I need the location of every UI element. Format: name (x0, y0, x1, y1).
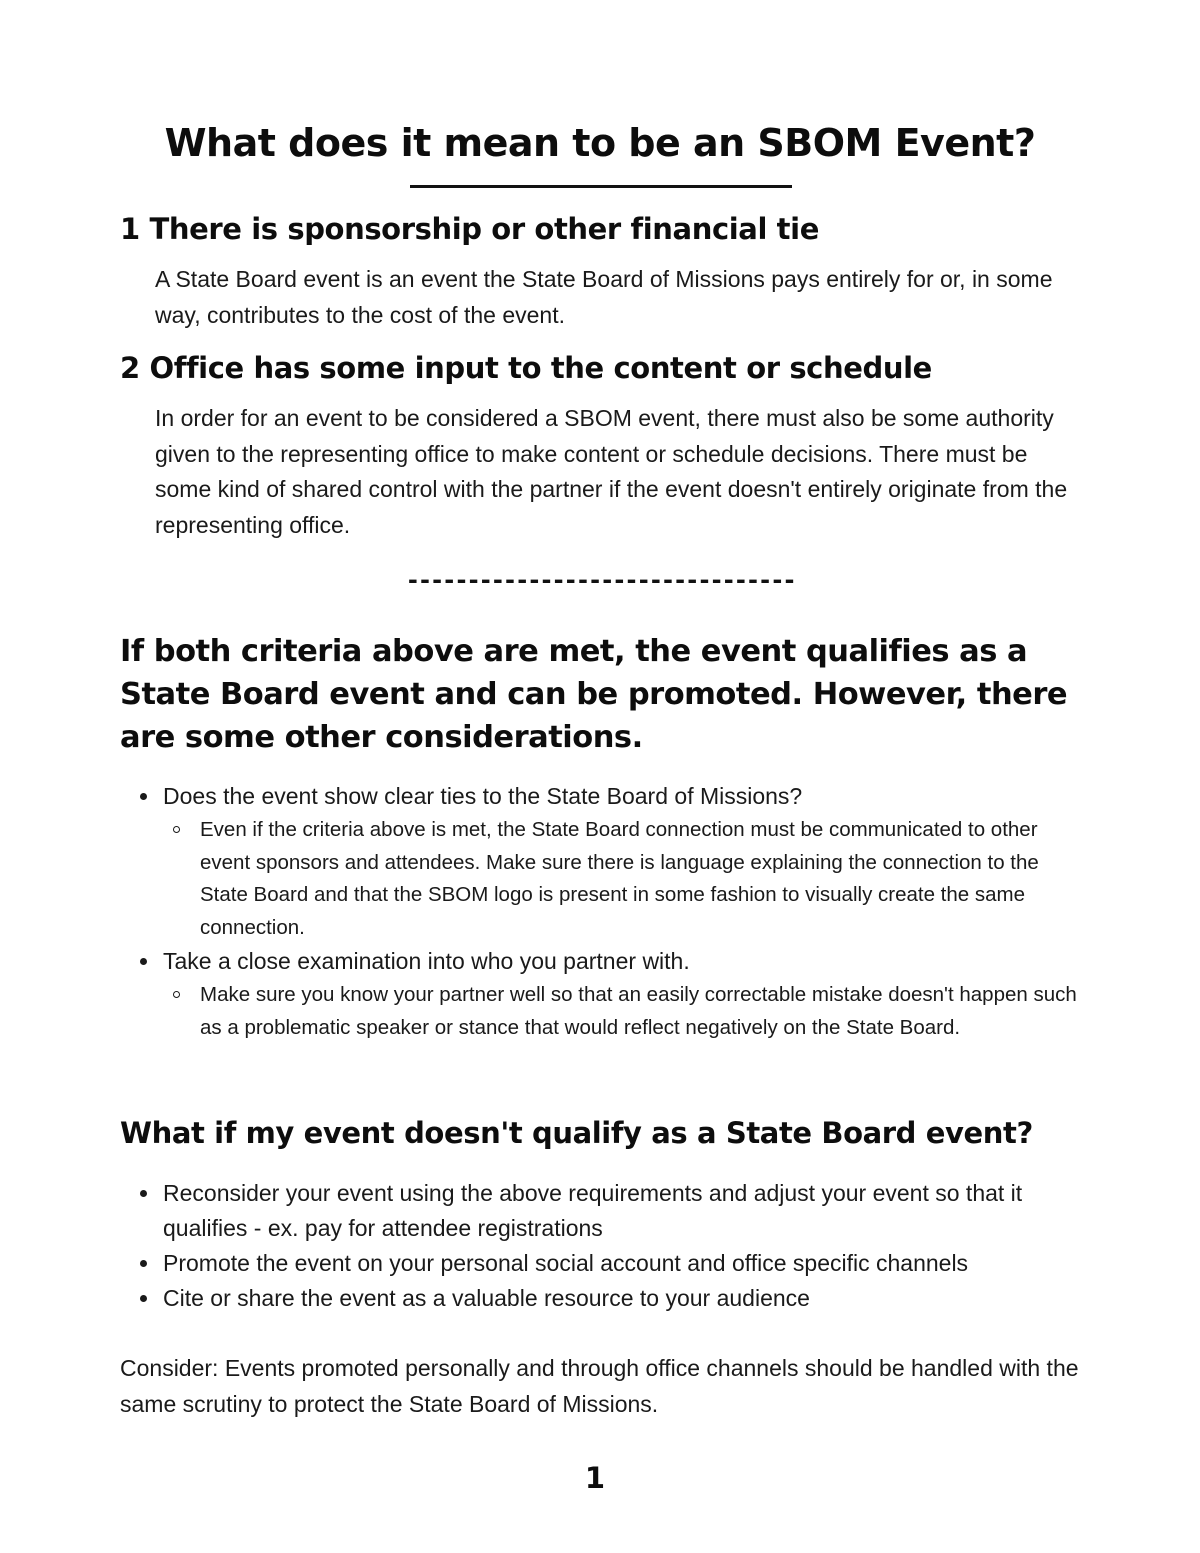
sub-list-item (163, 979, 1090, 1044)
bullet-dot-icon (140, 958, 147, 965)
page-title: What does it mean to be an SBOM Event? (164, 121, 1036, 165)
criterion-1-heading: 1 There is sponsorship or other financial tie (120, 212, 819, 246)
bullet-dot-icon (140, 1260, 147, 1267)
not-qualify-list (120, 1176, 1090, 1316)
bullet-dot-icon (140, 1190, 147, 1197)
bullet-dot-icon (140, 1295, 147, 1302)
not-qualify-item: Cite or share the event as a valuable resource to your audience (163, 1285, 810, 1311)
consideration-text: Take a close examination into who you partner with. (163, 948, 690, 974)
list-item (120, 1176, 1090, 1246)
bullet-circle-icon (173, 991, 180, 998)
list-item (120, 944, 1090, 1044)
criterion-2-heading: 2 Office has some input to the content or schedule (120, 351, 932, 385)
title-underline (410, 185, 792, 188)
list-item (120, 1281, 1090, 1316)
qualifies-heading: If both criteria above are met, the event qualifies as a State Board event and can be promoted. However, there are some other considerations. (120, 634, 1068, 755)
not-qualify-item: Promote the event on your personal social account and office specific channels (163, 1250, 969, 1276)
sub-list (163, 979, 1090, 1044)
list-item (120, 1246, 1090, 1281)
page-number: 1 (584, 1461, 606, 1495)
bullet-circle-icon (173, 826, 180, 833)
sub-list (163, 814, 1090, 944)
bullet-dot-icon (140, 793, 147, 800)
consideration-text: Does the event show clear ties to the State Board of Missions? (163, 783, 803, 809)
not-qualify-item: Reconsider your event using the above requirements and adjust your event so that it qualifies - ex. pay for attendee registrations (163, 1180, 1023, 1241)
criterion-1-body: A State Board event is an event the State Board of Missions pays entirely for or, in some way, contributes to the cost of the event. (155, 266, 1053, 328)
section-divider: -------------------------------- (405, 566, 795, 594)
criterion-2-body: In order for an event to be considered a SBOM event, there must also be some authority given to the representing office to make content or schedule decisions. There must be some kind of shared control with the partner if the event doesn't entirely originate from the representing office. (155, 405, 1068, 538)
closing-note: Consider: Events promoted personally and through office channels should be handled with the same scrutiny to protect the State Board of Missions. (120, 1355, 1079, 1417)
list-item (120, 779, 1090, 944)
consideration-detail: Make sure you know your partner well so that an easily correctable mistake doesn't happen such as a problematic speaker or stance that would reflect negatively on the State Board. (200, 983, 1077, 1039)
not-qualify-heading: What if my event doesn't qualify as a State Board event? (120, 1116, 1033, 1150)
consideration-detail: Even if the criteria above is met, the State Board connection must be communicated to other event sponsors and attendees. Make sure there is language explaining the connection to the State Board and that the SBOM logo is present in some fashion to visually create the same connection. (200, 818, 1039, 939)
considerations-list (120, 779, 1090, 1044)
sub-list-item (163, 814, 1090, 944)
